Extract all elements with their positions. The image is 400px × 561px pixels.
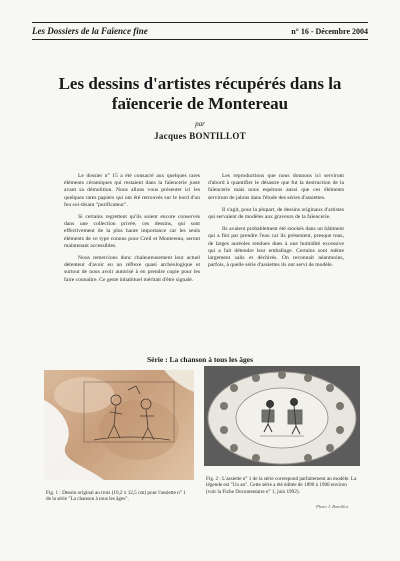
sketch-drawing-icon — [44, 370, 194, 480]
photo-credit: Photo J. Bontillot — [316, 504, 348, 509]
issue-number: n° 16 - Décembre 2004 — [291, 26, 368, 36]
right-text-column — [208, 173, 344, 274]
paragraph: Le dossier n° 15 a été consacré aux quelques rares éléments céramiques qui restaient dans la faïencerie juste avant sa démolition. Nous allons vous présenter ici les quelques rares papiers qui ont été retrouvés sur le bord d'un feu soi-disant "purificateur". — [64, 173, 200, 208]
paragraph: Il s'agit, pour la plupart, de dessins originaux d'artistes qui servaient de modèles aux graveurs de la faïencerie. — [208, 206, 344, 221]
paragraph: Les reproductions que nous donnons ici serviront d'abord à quantifier le désastre que fut la destruction de la faïencerie mais nous espérons aussi que ces éléments serviront de jalons dans l'étude des séries d'assiettes. — [208, 173, 344, 201]
article-title: Les dessins d'artistes récupérés dans la faïencerie de Montereau — [58, 74, 342, 113]
author-name: Jacques BONTILLOT — [154, 131, 246, 141]
left-text-column — [64, 173, 200, 289]
running-header — [32, 22, 368, 40]
byline-prefix: par — [195, 120, 205, 128]
publication-name: Les Dossiers de la Faïence fine — [32, 26, 148, 36]
paragraph: Ils avaient probablement été stockés dans un bâtiment qui a fini par prendre l'eau car ils présentent, presque tous, de larges auréoles rendues dues à une humidité excessive qui a fait détendre leur emballage. Certains sont même largement salis et déchirés. On reconnaît néanmoins, parfois, à quelle série d'assiettes ils ont servi de modèle. — [208, 226, 344, 269]
paragraph: Si certains regrettent qu'ils soient encore conservés dans une collection privée, ces dessins, qui sont effectivement de la plus haute importance car les seuls éléments de ce type connus pour Creil et Montereau, seront maintenant accessibles. — [64, 214, 200, 249]
caption-text: Fig. 2 : L'assiette n° 1 de la série correspond parfaitement au modèle. La légende est "Un an". Cette série a été éditée de 1890 à 1900 environ (voir la Fiche Documentaire n° 1, juin 1992). — [206, 476, 357, 495]
figure-1-caption — [46, 490, 186, 503]
caption-text: Fig. 1 : Dessin original au trois (10,2 x 12,5 cm) pour l'assiette n° 1 de la série "La chanson à tous les âges". — [46, 490, 186, 503]
decorated-plate-icon — [204, 366, 360, 466]
paragraph: Nous remercions donc chaleureusement leur actuel détenteur d'avoir eu un réflexe quasi archéologique et surtout de nous avoir autorisé à en prendre copie pour les faire connaître. Ce geste inhabituel méritait d'être signalé. — [64, 255, 200, 283]
figure-2-caption — [206, 476, 358, 495]
series-heading: Série : La chanson à tous les âges — [146, 355, 254, 364]
